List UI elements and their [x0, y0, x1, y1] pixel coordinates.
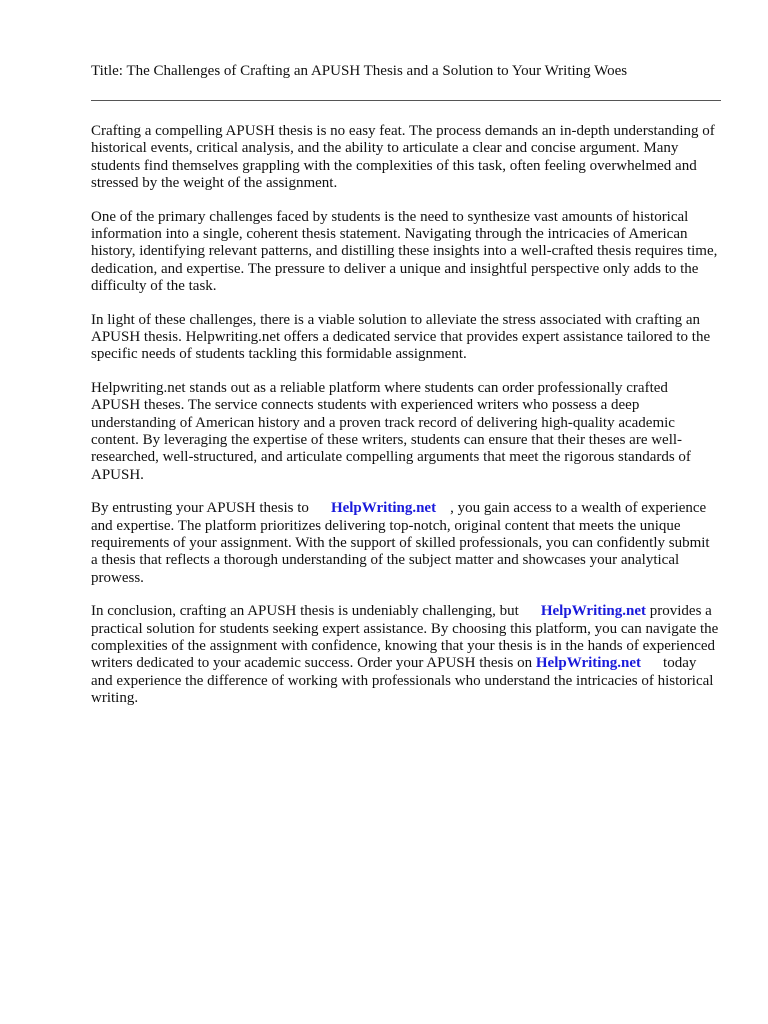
paragraph-entrusting-text-after: , you gain access to a wealth of experience and expertise. The platform prioritizes delivering top-notch, original content that meets the unique requirements of your assignment. With the support of skilled professionals, you can confidently submit a thesis that reflects a thorough understanding of the subject matter and showcases your analytical prowess. — [91, 500, 710, 586]
helpwriting-link[interactable]: HelpWriting.net — [535, 655, 642, 672]
paragraph-platform: Helpwriting.net stands out as a reliable platform where students can order professionally crafted APUSH theses. The service connects students with experienced writers who possess a deep understanding of American history and a proven track record of delivering high-quality academic content. By leveraging the expertise of these writers, students can ensure that their theses are well-researched, well-structured, and articulate compelling arguments that meet the rigorous standards of APUSH. — [91, 380, 691, 483]
document-title: Title: The Challenges of Crafting an APUSH Thesis and a Solution to Your Writing Woes — [91, 63, 628, 79]
paragraph-entrusting-text-before: By entrusting your APUSH thesis to — [91, 500, 309, 517]
document-body — [91, 123, 719, 724]
paragraph-conclusion-text-2: provides a practical solution for students seeking expert assistance. By choosing this platform, you can navigate the complexities of the assignment with confidence, knowing that your thesis is in the hands of experienced writers dedicated to your academic success. Order your APUSH thesis on — [91, 603, 719, 672]
paragraph-conclusion-text-1: In conclusion, crafting an APUSH thesis is undeniably challenging, but — [91, 603, 519, 620]
paragraph-intro: Crafting a compelling APUSH thesis is no easy feat. The process demands an in-depth understanding of historical events, critical analysis, and the ability to articulate a clear and concise argument. Many students find themselves grappling with the complexities of this task, often feeling overwhelmed and stressed by the weight of the assignment. — [91, 123, 715, 191]
paragraph-entrusting — [91, 500, 719, 586]
paragraph-conclusion — [91, 603, 719, 707]
title-divider — [91, 100, 721, 101]
paragraph-solution: In light of these challenges, there is a viable solution to alleviate the stress associated with crafting an APUSH thesis. Helpwriting.net offers a dedicated service that provides expert assistance tailored to the specific needs of students tackling this formidable assignment. — [91, 311, 711, 363]
helpwriting-link[interactable]: HelpWriting.net — [540, 603, 646, 620]
helpwriting-link[interactable]: HelpWriting.net — [330, 500, 437, 517]
paragraph-challenges: One of the primary challenges faced by students is the need to synthesize vast amounts of historical information into a single, coherent thesis statement. Navigating through the intricacies of American history, identifying relevant patterns, and distilling these insights into a well-crafted thesis requires time, dedication, and expertise. The pressure to deliver a unique and insightful perspective only adds to the difficulty of the task. — [91, 208, 718, 294]
paragraph-conclusion-text-3: today and experience the difference of working with professionals who understand the intricacies of historical writing. — [91, 655, 714, 706]
